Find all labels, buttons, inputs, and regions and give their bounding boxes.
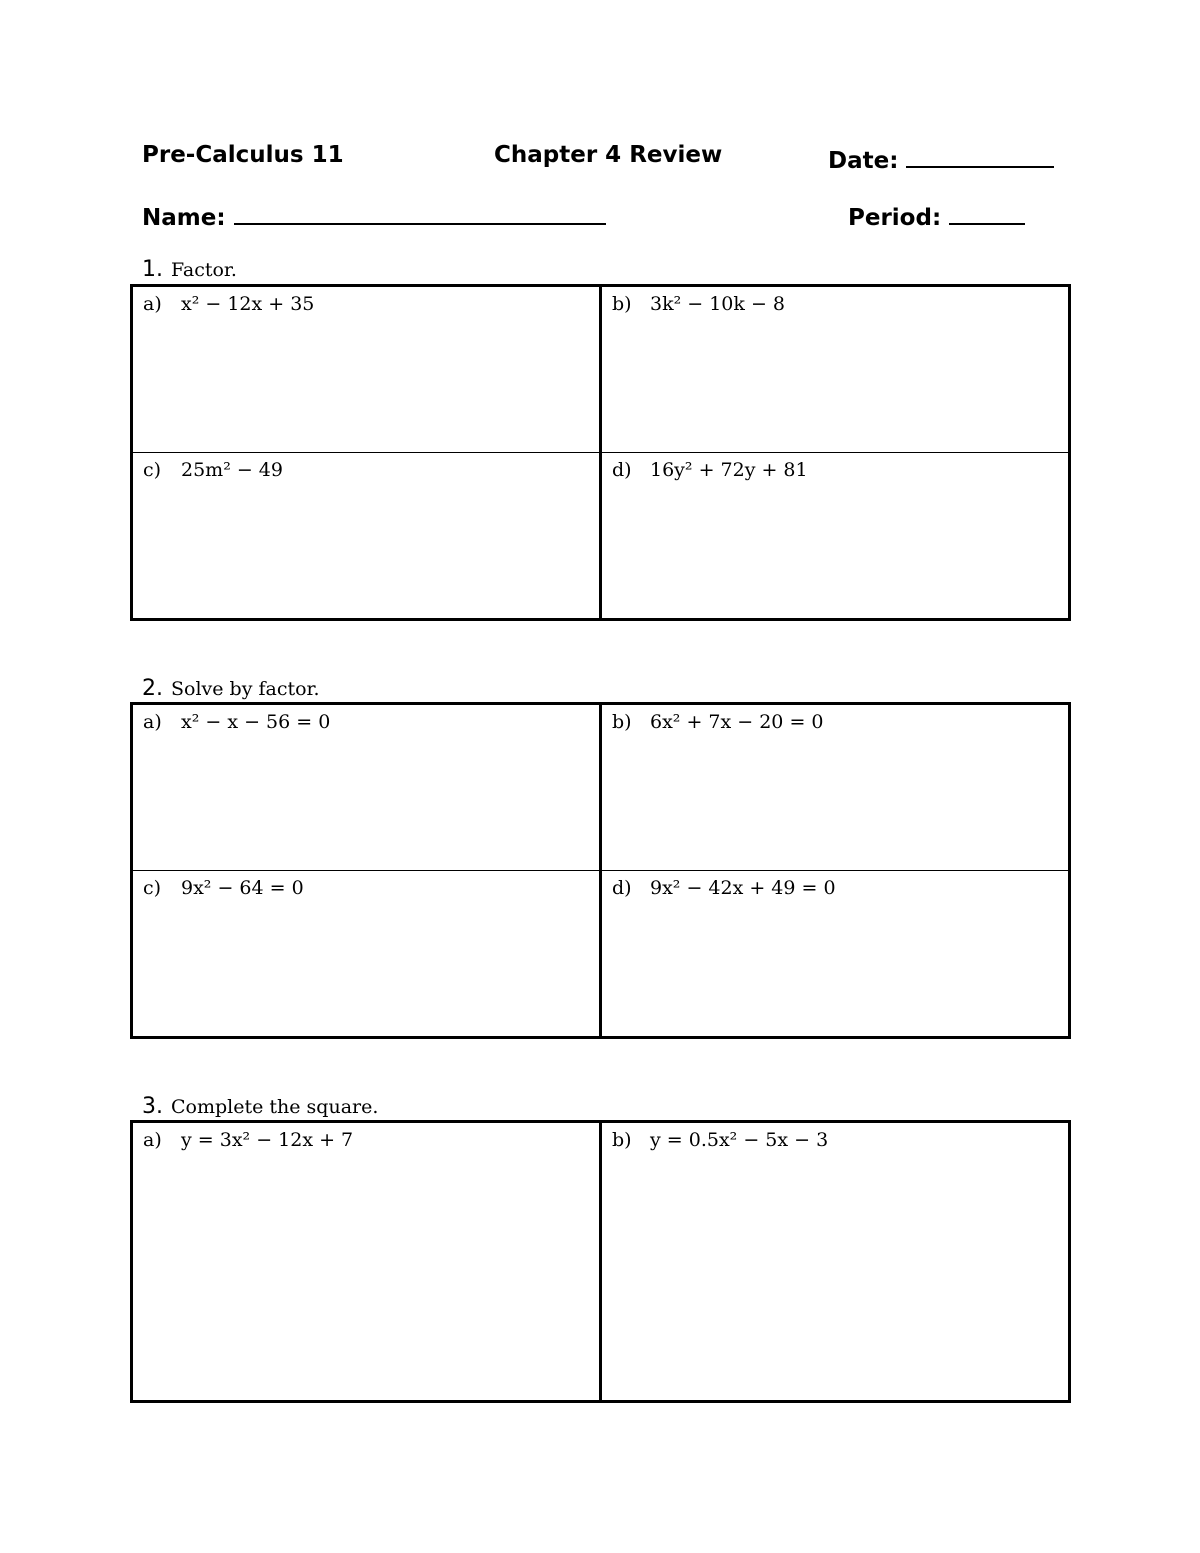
question-instruction: Solve by factor.	[171, 678, 320, 700]
expression-3a: y = 3x² − 12x + 7	[181, 1129, 354, 1151]
part-label: c)	[143, 459, 162, 481]
part-label: b)	[612, 711, 632, 733]
name-label: Name:	[142, 205, 226, 231]
expression-2c: 9x² − 64 = 0	[181, 877, 304, 899]
answer-box-1d[interactable]	[601, 453, 1070, 620]
question-instruction: Factor.	[171, 259, 237, 281]
question-instruction: Complete the square.	[171, 1096, 379, 1118]
chapter-title: Chapter 4 Review	[494, 142, 723, 168]
expression-1b: 3k² − 10k − 8	[650, 293, 785, 315]
question-3-heading	[142, 1094, 378, 1119]
name-blank[interactable]	[234, 199, 606, 225]
expression-3b: y = 0.5x² − 5x − 3	[650, 1129, 829, 1151]
part-label: d)	[612, 459, 632, 481]
answer-box-3a[interactable]	[132, 1122, 601, 1402]
period-field[interactable]	[848, 199, 1025, 231]
answer-box-2d[interactable]	[601, 871, 1070, 1038]
name-field[interactable]	[142, 199, 606, 231]
part-label: b)	[612, 1129, 632, 1151]
question-3-answer-grid	[130, 1120, 1071, 1403]
date-label: Date:	[828, 148, 899, 174]
expression-1c: 25m² − 49	[181, 459, 283, 481]
expression-1d: 16y² + 72y + 81	[650, 459, 808, 481]
question-2-heading	[142, 676, 320, 701]
date-blank[interactable]	[906, 142, 1054, 168]
answer-box-2a[interactable]	[132, 704, 601, 871]
part-label: c)	[143, 877, 162, 899]
expression-2d: 9x² − 42x + 49 = 0	[650, 877, 836, 899]
period-blank[interactable]	[949, 199, 1025, 225]
expression-1a: x² − 12x + 35	[181, 293, 315, 315]
question-number: 3.	[142, 1094, 163, 1119]
question-number: 1.	[142, 257, 163, 282]
part-label: a)	[143, 1129, 162, 1151]
course-title: Pre-Calculus 11	[142, 142, 344, 168]
question-1-heading	[142, 257, 237, 282]
question-1-answer-grid	[130, 284, 1071, 621]
answer-box-1c[interactable]	[132, 453, 601, 620]
expression-2a: x² − x − 56 = 0	[181, 711, 331, 733]
part-label: b)	[612, 293, 632, 315]
part-label: a)	[143, 293, 162, 315]
part-label: d)	[612, 877, 632, 899]
answer-box-2c[interactable]	[132, 871, 601, 1038]
date-field[interactable]	[828, 142, 1054, 174]
question-2-answer-grid	[130, 702, 1071, 1039]
part-label: a)	[143, 711, 162, 733]
answer-box-1a[interactable]	[132, 286, 601, 453]
answer-box-1b[interactable]	[601, 286, 1070, 453]
expression-2b: 6x² + 7x − 20 = 0	[650, 711, 824, 733]
question-number: 2.	[142, 676, 163, 701]
period-label: Period:	[848, 205, 942, 231]
answer-box-2b[interactable]	[601, 704, 1070, 871]
answer-box-3b[interactable]	[601, 1122, 1070, 1402]
